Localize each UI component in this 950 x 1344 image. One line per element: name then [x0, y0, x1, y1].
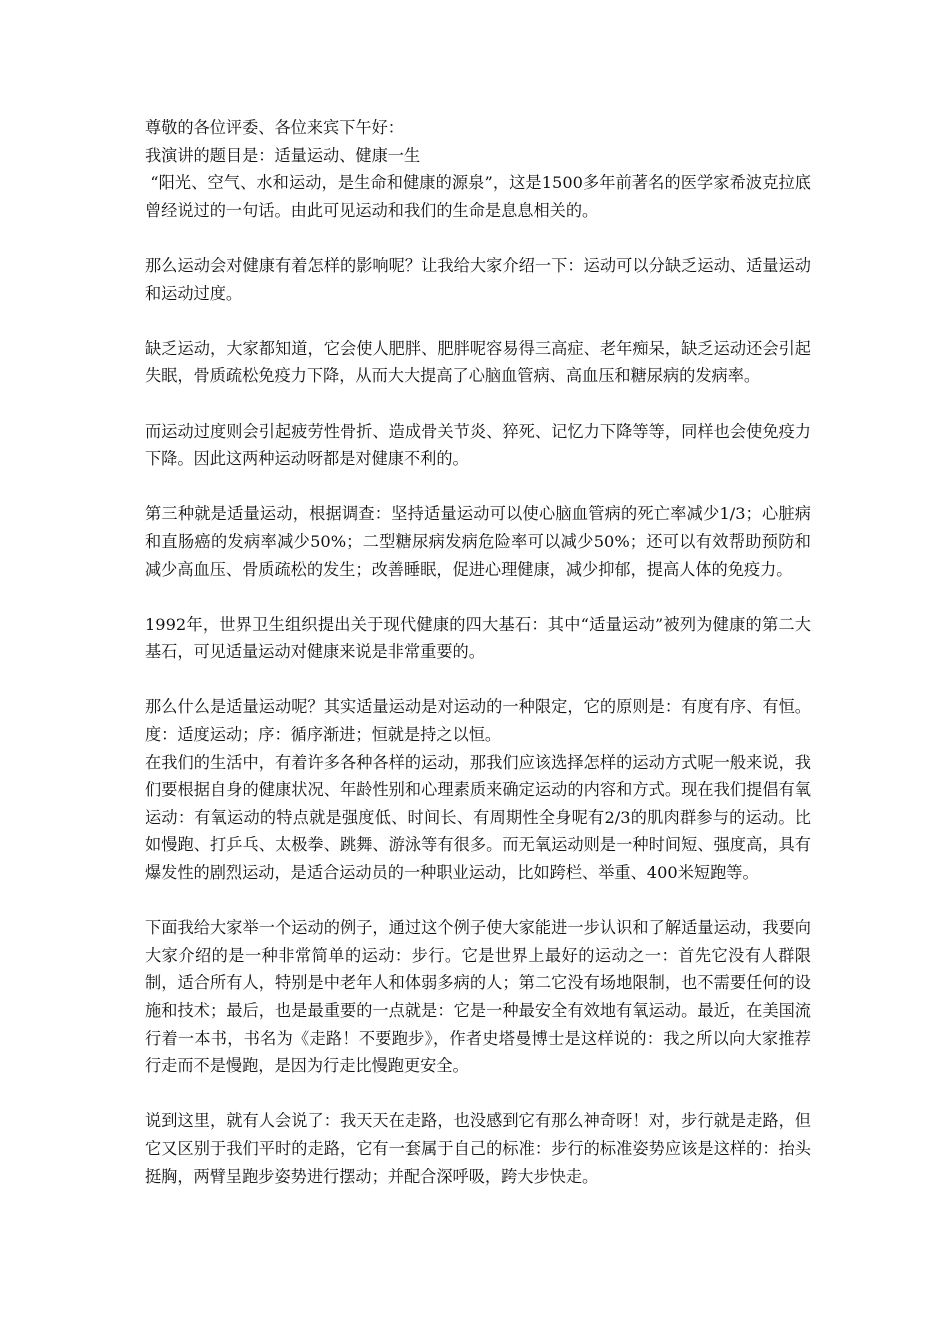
- paragraph-lack-of-exercise: 缺乏运动，大家都知道，它会使人肥胖、肥胖呢容易得三高症、老年痴呆，缺乏运动还会引起失眠，骨质疏松免疫力下降，从而大大提高了心脑血管病、高血压和糖尿病的发病率。: [145, 338, 811, 386]
- speech-title-line: 我演讲的题目是：适量运动、健康一生: [145, 145, 421, 165]
- greeting-line: 尊敬的各位评委、各位来宾下午好：: [145, 118, 404, 137]
- paragraph-spacer: [145, 887, 811, 915]
- paragraph-walking-standard: 说到这里，就有人会说了：我天天在走路，也没感到它有那么神奇呀！对，步行就是走路，但它又区别于我们平时的走路，它有一套属于自己的标准：步行的标准姿势应该是这样的：抬头挺胸，两臂呈跑步姿势进行摆动；并配合深呼吸，跨大步快走。: [145, 1111, 811, 1186]
- speech-document: [145, 114, 811, 1190]
- paragraph-who-1992: 1992年，世界卫生组织提出关于现代健康的四大基石：其中“适量运动”被列为健康的第二大基石，可见适量运动对健康来说是非常重要的。: [145, 614, 811, 662]
- paragraph-walking-example: 下面我给大家举一个运动的例子，通过这个例子使大家能进一步认识和了解适量运动，我要向大家介绍的是一种非常简单的运动：步行。它是世界上最好的运动之一：首先它没有人群限制，适合所有人，特别是中老年人和体弱多病的人；第二它没有场地限制，也不需要任何的设施和技术；最后，也是最重要的一点就是：它是一种最安全有效地有氧运动。最近，在美国流行着一本书，书名为《走路！不要跑步》，作者史塔曼博士是这样说的：我之所以向大家推荐行走而不是慢跑，是因为行走比慢跑更安全。: [145, 918, 811, 1076]
- paragraph-spacer: [145, 1080, 811, 1108]
- paragraph-quote: “阳光、空气、水和运动，是生命和健康的源泉”，这是1500多年前著名的医学家希波克拉底曾经说过的一句话。由此可见运动和我们的生命是息息相关的。: [145, 173, 811, 220]
- paragraph-spacer: [145, 473, 811, 501]
- paragraph-aerobic: 在我们的生活中，有着许多各种各样的运动，那我们应该选择怎样的运动方式呢一般来说，我们要根据自身的健康状况、年龄性别和心理素质来确定运动的内容和方式。现在我们提倡有氧运动：有氧运动的特点就是强度低、时间长、有周期性全身呢有2/3的肌肉群参与的运动。比如慢跑、打乒乓、太极拳、跳舞、游泳等有很多。而无氧运动则是一种时间短、强度高，具有爆发性的剧烈运动，是适合运动员的一种职业运动，比如跨栏、举重、400米短跑等。: [145, 752, 811, 883]
- paragraph-over-exercise: 而运动过度则会引起疲劳性骨折、造成骨关节炎、猝死、记忆力下降等等，同样也会使免疫力下降。因此这两种运动呀都是对健康不利的。: [145, 421, 811, 469]
- paragraph-moderate-exercise: 第三种就是适量运动，根据调查：坚持适量运动可以使心脑血管病的死亡率减少1/3；心脏病和直肠癌的发病率减少50%；二型糖尿病发病危险率可以减少50%；还可以有效帮助预防和减少高血压、骨质疏松的发生；改善睡眠，促进心理健康，减少抑郁，提高人体的免疫力。: [145, 504, 811, 579]
- paragraph-spacer: [145, 583, 811, 611]
- paragraph-spacer: [145, 307, 811, 335]
- paragraph-spacer: [145, 666, 811, 694]
- paragraph-definition: 那么什么是适量运动呢？其实适量运动是对运动的一种限定，它的原则是：有度有序、有恒。度：适度运动；序：循序渐进；恒就是持之以恒。: [145, 697, 811, 745]
- paragraph-spacer: [145, 390, 811, 418]
- paragraph-intro-question: 那么运动会对健康有着怎样的影响呢？让我给大家介绍一下：运动可以分缺乏运动、适量运动和运动过度。: [145, 255, 811, 303]
- paragraph-spacer: [145, 224, 811, 252]
